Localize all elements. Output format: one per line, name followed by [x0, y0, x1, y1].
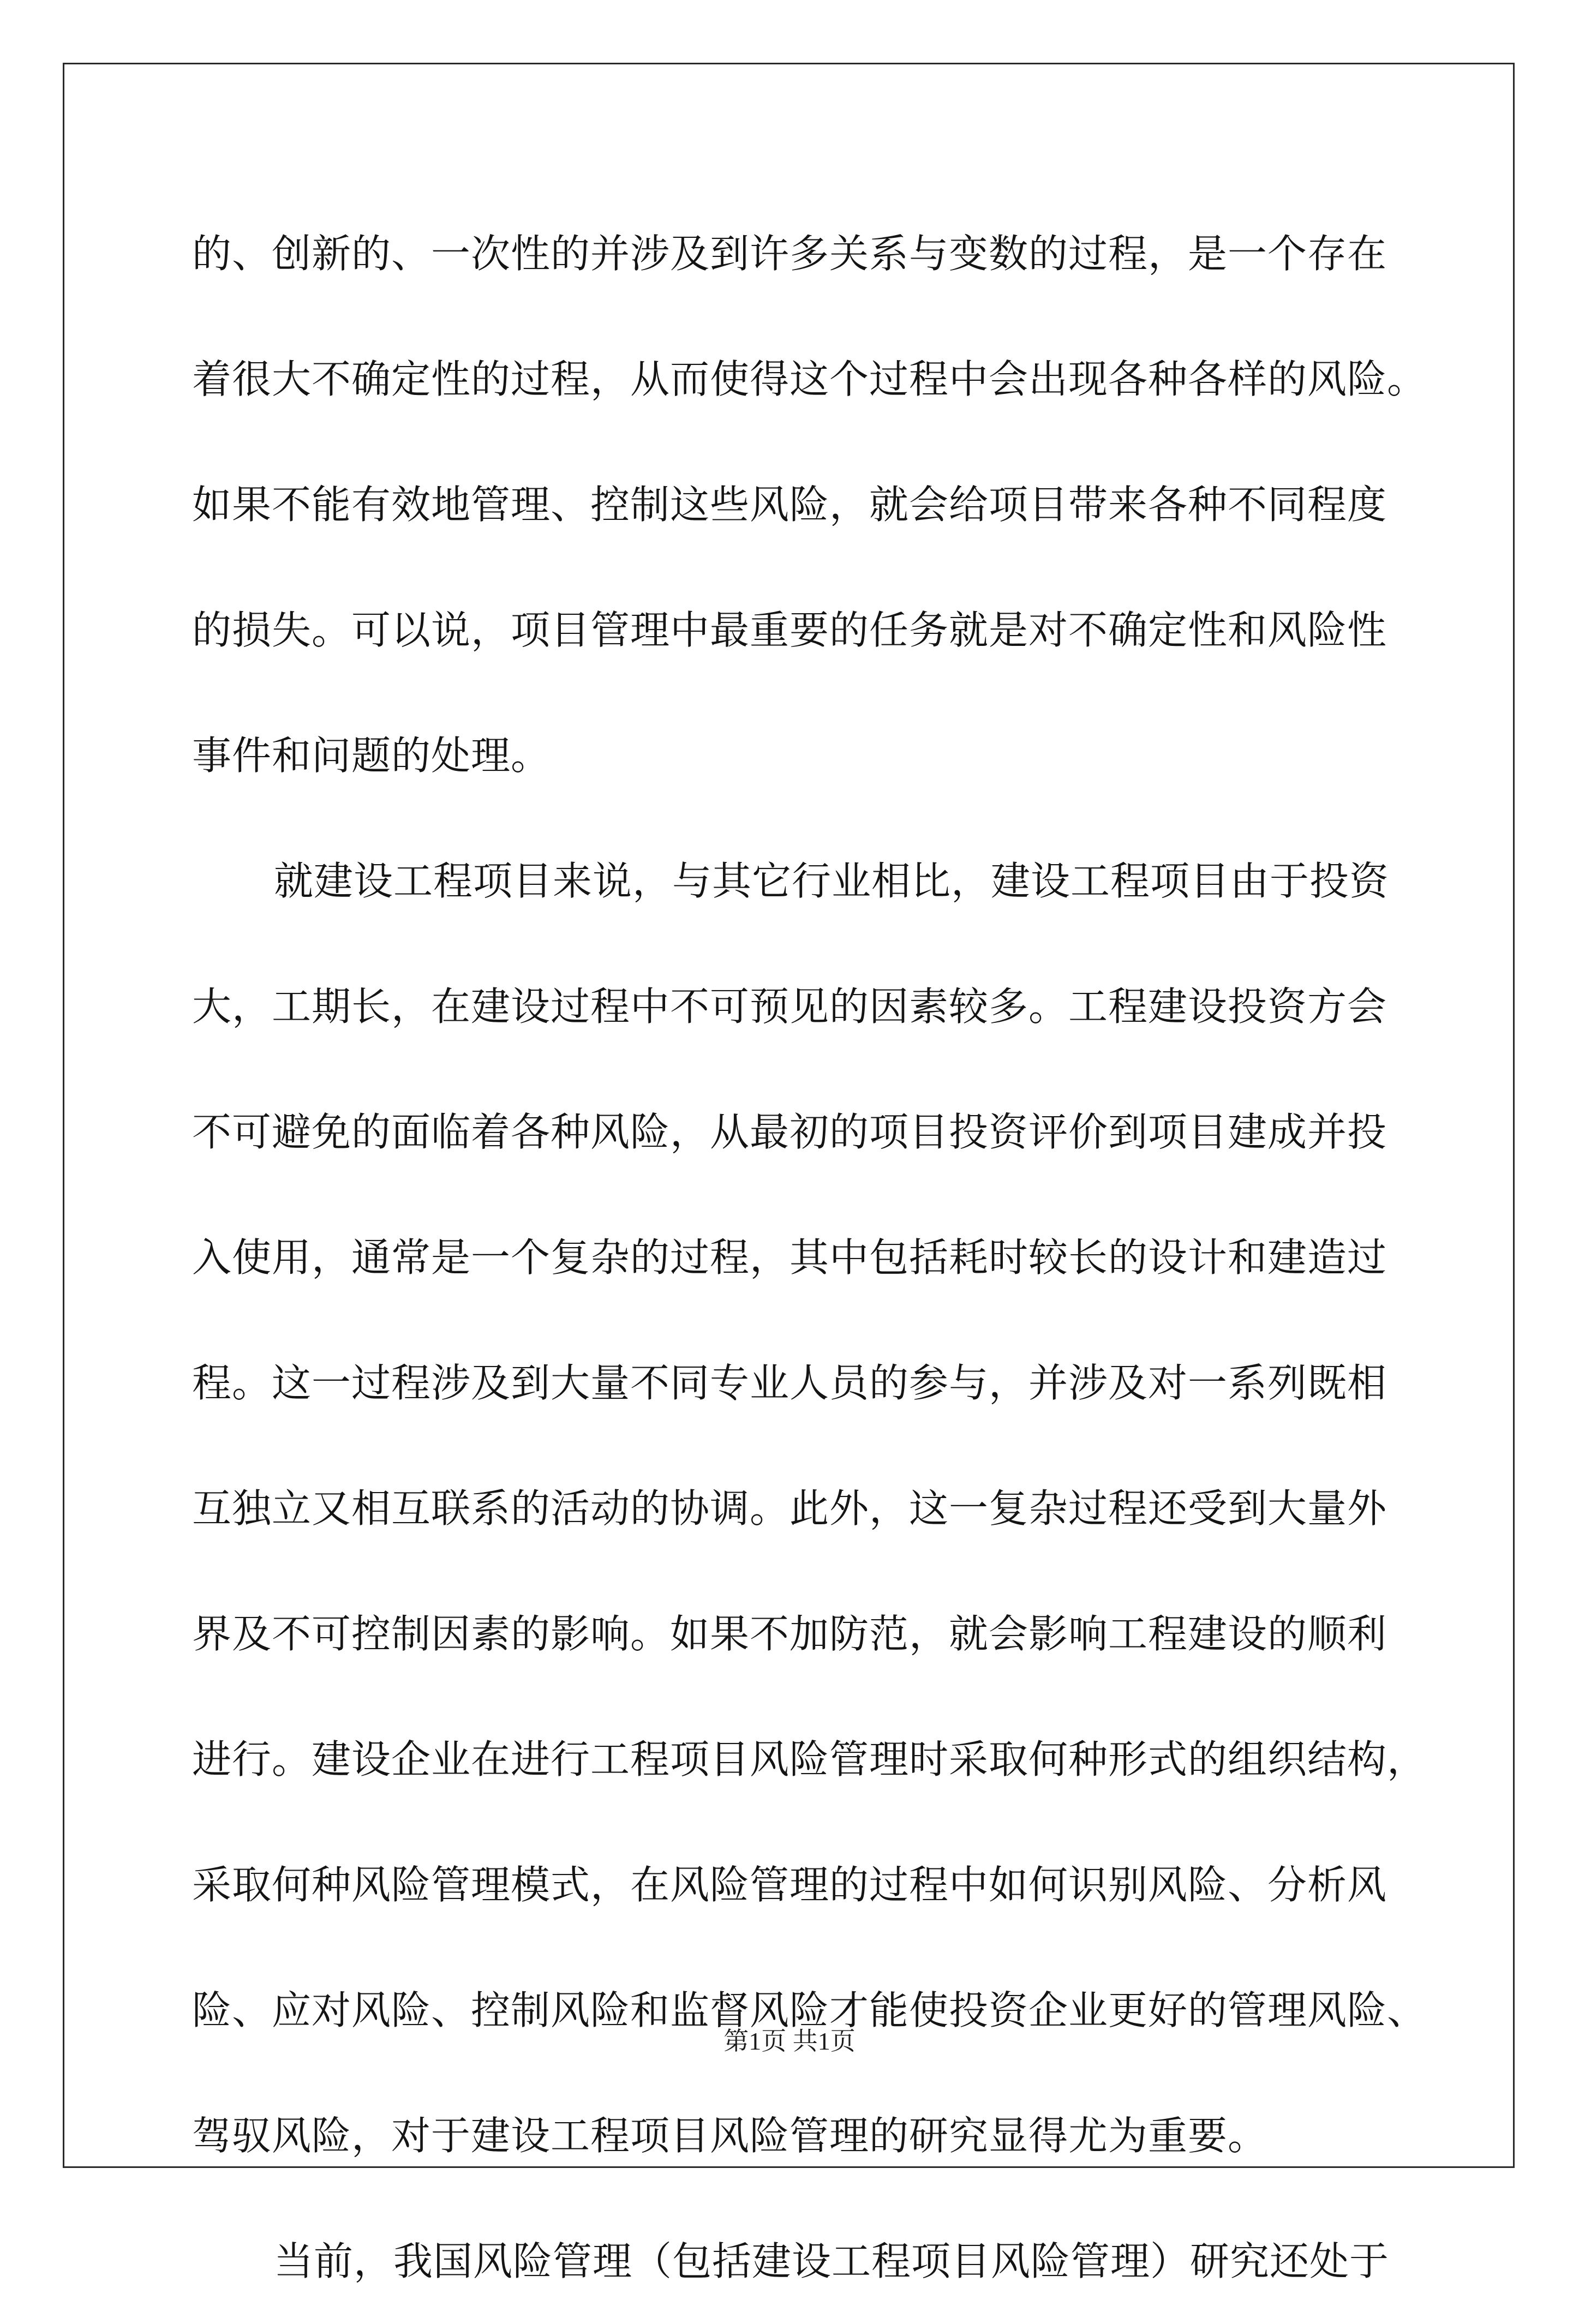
text-line: 大，工期长，在建设过程中不可预见的因素较多。工程建设投资方会 [192, 984, 1387, 1029]
page-number-footer: 第1页 共1页 [723, 2027, 856, 2055]
text-line: 的、创新的、一次性的并涉及到许多关系与变数的过程，是一个存在 [192, 231, 1387, 277]
text-line: 事件和问题的处理。 [192, 733, 551, 778]
text-line: 险、应对风险、控制风险和监督风险才能使投资企业更好的管理风险、 [192, 1987, 1427, 2033]
text-line-paragraph-start: 就建设工程项目来说，与其它行业相比，建设工程项目由于投资 [274, 858, 1390, 904]
text-line: 采取何种风险管理模式，在风险管理的过程中如何识别风险、分析风 [192, 1862, 1387, 1908]
text-line: 的损失。可以说，项目管理中最重要的任务就是对不确定性和风险性 [192, 607, 1387, 653]
text-line: 不可避免的面临着各种风险，从最初的项目投资评价到项目建成并投 [192, 1109, 1387, 1155]
text-line: 入使用，通常是一个复杂的过程，其中包括耗时较长的设计和建造过 [192, 1235, 1387, 1280]
text-line: 程。这一过程涉及到大量不同专业人员的参与，并涉及对一系列既相 [192, 1360, 1387, 1406]
text-line: 进行。建设企业在进行工程项目风险管理时采取何种形式的组织结构， [192, 1736, 1427, 1782]
text-line-paragraph-start: 当前，我国风险管理（包括建设工程项目风险管理）研究还处于 [274, 2238, 1390, 2284]
document-body [192, 191, 1427, 2324]
text-line: 驾驭风险，对于建设工程项目风险管理的研究显得尤为重要。 [192, 2113, 1268, 2159]
text-line: 界及不可控制因素的影响。如果不加防范，就会影响工程建设的顺利 [192, 1611, 1387, 1657]
text-line: 如果不能有效地管理、控制这些风险，就会给项目带来各种不同程度 [192, 482, 1387, 528]
text-line: 着很大不确定性的过程，从而使得这个过程中会出现各种各样的风险。 [192, 356, 1427, 402]
text-line: 互独立又相互联系的活动的协调。此外，这一复杂过程还受到大量外 [192, 1486, 1387, 1531]
